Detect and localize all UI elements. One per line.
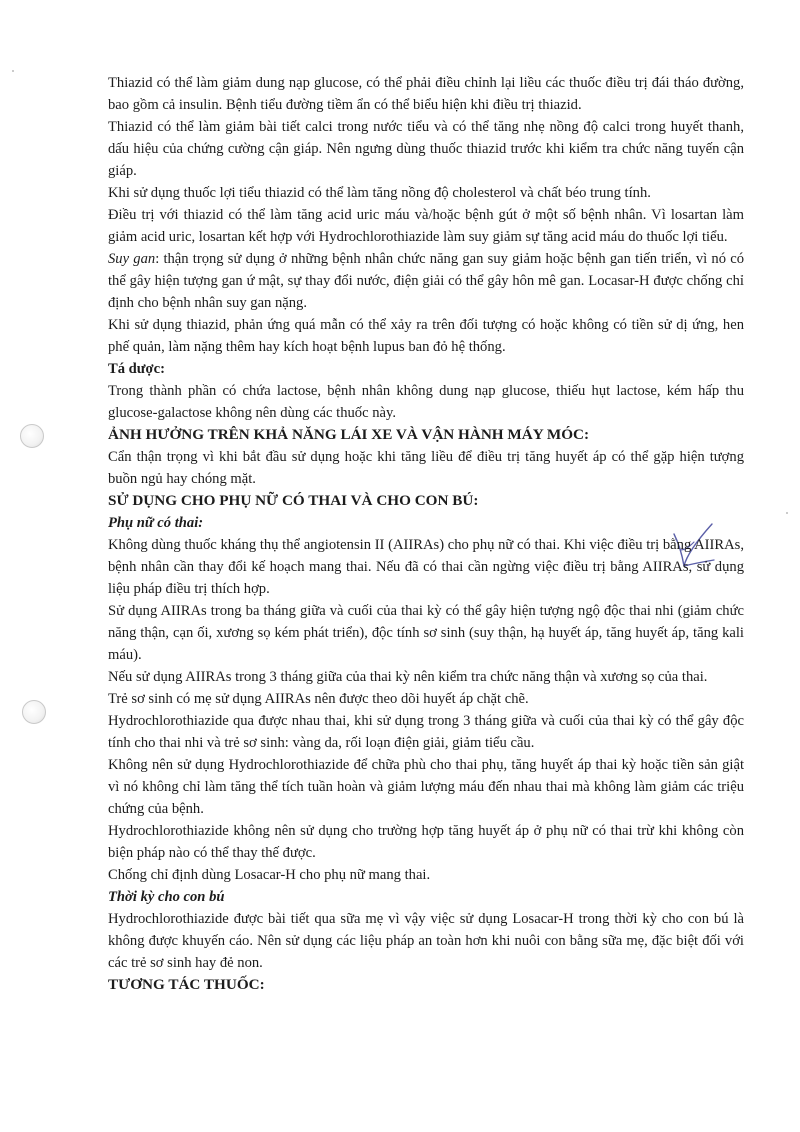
document-body <box>108 72 744 996</box>
paragraph-tre-so-sinh: Trẻ sơ sinh có mẹ sử dụng AIIRAs nên được theo dõi huyết áp chặt chẽ. <box>108 691 529 707</box>
paragraph-aiiras-khong-dung: Không dùng thuốc kháng thụ thể angiotensin II (AIIRAs) cho phụ nữ có thai. Khi việc điều trị bằng AIIRAs, bệnh nhân cần thay đổi kế hoạch mang thai. Nếu đã có thai cần ngừng việc điều trị bằng AIIRAs, sử dụng liệu pháp điều trị thích hợp. <box>108 537 744 597</box>
paragraph-hctz-phu: Không nên sử dụng Hydrochlorothiazide để chữa phù cho thai phụ, tăng huyết áp thai kỳ hoặc tiền sản giật vì nó không chỉ làm tăng thể tích tuần hoàn và giảm lượng máu đến nhau thai mà không làm giảm các triệu chứng của bệnh. <box>108 757 744 817</box>
paragraph-lai-xe: Cẩn thận trọng vì khi bắt đầu sử dụng hoặc khi tăng liều để điều trị tăng huyết áp có thể gặp hiện tượng buồn ngủ hay chóng mặt. <box>108 449 744 487</box>
paragraph-suy-gan-text: : thận trọng sử dụng ở những bệnh nhân chức năng gan suy giảm hoặc bệnh gan tiến triển, vì nó có thể gây hiện tượng gan ứ mật, sự thay đổi nước, điện giải có thể gây hôn mê gan. Locasar-H được chống chỉ định cho bệnh nhân suy gan nặng. <box>108 251 744 311</box>
paragraph-thiazid-acid-uric: Điều trị với thiazid có thể làm tăng acid uric máu và/hoặc bệnh gút ở một số bệnh nhân. Vì losartan làm giảm acid uric, losartan kết hợp với Hydrochlorothiazide làm suy giảm sự tăng acid máu do thuốc lợi tiểu. <box>108 207 744 245</box>
subheading-ta-duoc: Tá dược: <box>108 361 165 377</box>
paragraph-thiazid-glucose: Thiazid có thể làm giảm dung nạp glucose, có thể phải điều chỉnh lại liều các thuốc điều trị đái tháo đường, bao gồm cả insulin. Bệnh tiểu đường tiềm ẩn có thể biểu hiện khi điều trị thiazid. <box>108 75 744 113</box>
paragraph-suy-gan <box>108 248 744 314</box>
punch-hole <box>20 424 44 448</box>
section-heading-tuong-tac-thuoc: TƯƠNG TÁC THUỐC: <box>108 976 265 993</box>
paragraph-hctz-nhau-thai: Hydrochlorothiazide qua được nhau thai, khi sử dụng trong 3 tháng giữa và cuối của thai kỳ có thể gây độc tính cho thai nhi và trẻ sơ sinh: vàng da, rối loạn điện giải, giảm tiểu cầu. <box>108 713 744 751</box>
paragraph-thiazid-cholesterol: Khi sử dụng thuốc lợi tiểu thiazid có thể làm tăng nồng độ cholesterol và chất béo trung tính. <box>108 185 651 201</box>
paragraph-thiazid-calci: Thiazid có thể làm giảm bài tiết calci trong nước tiểu và có thể tăng nhẹ nồng độ calci trong huyết thanh, dấu hiệu của chứng cường cận giáp. Nên ngưng dùng thuốc thiazid trước khi kiểm tra chức năng tuyến cận giáp. <box>108 119 744 179</box>
paragraph-qua-man: Khi sử dụng thiazid, phản ứng quá mẫn có thể xảy ra trên đối tượng có hoặc không có tiền sử dị ứng, hen phế quản, làm nặng thêm hay kích hoạt bệnh lupus ban đỏ hệ thống. <box>108 317 744 355</box>
paragraph-lactose: Trong thành phần có chứa lactose, bệnh nhân không dung nạp glucose, thiếu hụt lactose, kém hấp thu glucose-galactose không nên dùng các thuốc này. <box>108 383 744 421</box>
paragraph-cho-con-bu: Hydrochlorothiazide được bài tiết qua sữa mẹ vì vậy việc sử dụng Losacar-H trong thời kỳ cho con bú là không được khuyến cáo. Nên sử dụng các liệu pháp an toàn hơn khi nuôi con bằng sữa mẹ, đặc biệt đối với các trẻ sơ sinh hay đẻ non. <box>108 911 744 971</box>
subheading-phu-nu-co-thai: Phụ nữ có thai: <box>108 515 204 531</box>
punch-hole <box>22 700 46 724</box>
paragraph-aiiras-ngo-doc: Sử dụng AIIRAs trong ba tháng giữa và cuối của thai kỳ có thể gây hiện tượng ngộ độc thai nhi (giảm chức năng thận, cạn ối, xương sọ kém phát triển), độc tính sơ sinh (suy thận, hạ huyết áp, tăng huyết áp, tăng kali máu). <box>108 603 744 663</box>
scan-speck <box>12 70 14 72</box>
section-heading-phu-nu-co-thai: SỬ DỤNG CHO PHỤ NỮ CÓ THAI VÀ CHO CON BÚ: <box>108 492 479 509</box>
scan-speck <box>786 512 788 514</box>
subheading-thoi-ky-cho-con-bu: Thời kỳ cho con bú <box>108 889 225 905</box>
paragraph-hctz-tang-huyet-ap: Hydrochlorothiazide không nên sử dụng cho trường hợp tăng huyết áp ở phụ nữ có thai trừ khi không còn biện pháp nào có thể thay thế được. <box>108 823 744 861</box>
lead-term-suy-gan: Suy gan <box>108 251 156 267</box>
section-heading-lai-xe: ẢNH HƯỞNG TRÊN KHẢ NĂNG LÁI XE VÀ VẬN HÀNH MÁY MÓC: <box>108 426 590 443</box>
paragraph-aiiras-kiem-tra: Nếu sử dụng AIIRAs trong 3 tháng giữa của thai kỳ nên kiểm tra chức năng thận và xương sọ của thai. <box>108 669 708 685</box>
paragraph-chong-chi-dinh: Chống chỉ định dùng Losacar-H cho phụ nữ mang thai. <box>108 867 431 883</box>
